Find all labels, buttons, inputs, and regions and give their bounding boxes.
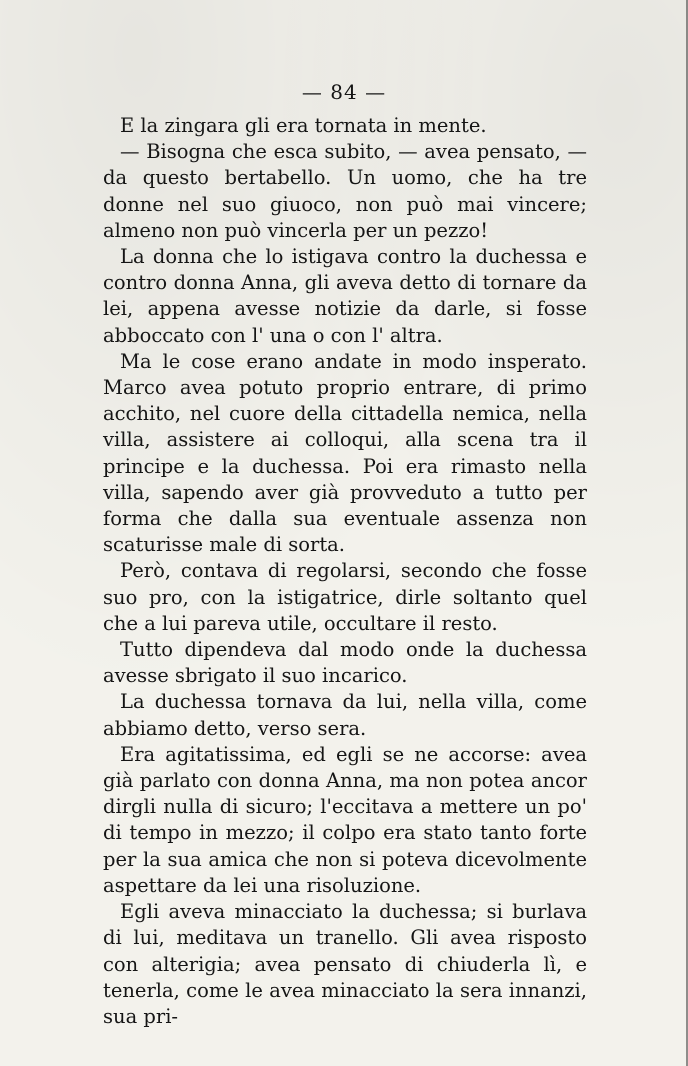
body-text bbox=[103, 113, 587, 1030]
paragraph: Ma le cose erano andate in modo insperato. Marco avea potuto proprio entrare, di primo acchito, nel cuore della cittadella nemica, nella villa, assistere ai colloqui, alla scena tra il principe e la duchessa. Poi era rimasto nella villa, sapendo aver già provveduto a tutto per forma che dalla sua eventuale assenza non scaturisse male di sorta. bbox=[103, 349, 587, 557]
paragraph: — Bisogna che esca subito, — avea pensato, — da questo bertabello. Un uomo, che ha tre donne nel suo giuoco, non può mai vincere; almeno non può vincerla per un pezzo! bbox=[103, 140, 587, 242]
paragraph: Era agitatissima, ed egli se ne accorse: avea già parlato con donna Anna, ma non potea ancor dirgli nulla di sicuro; l'eccitava a mettere un po' di tempo in mezzo; il colpo era stato tanto forte per la sua amica che non si poteva dicevolmente aspettare da lei una risoluzione. bbox=[103, 742, 587, 897]
paragraph: Però, contava di regolarsi, secondo che fosse suo pro, con la istigatrice, dirle soltanto quel che a lui pareva utile, occultare il resto. bbox=[103, 559, 587, 635]
paragraph: Egli aveva minacciato la duchessa; si burlava di lui, meditava un tranello. Gli avea risposto con alterigia; avea pensato di chiuderla lì, e tenerla, come le avea minacciato la sera innanzi, sua pri- bbox=[103, 900, 587, 1028]
paragraph: La donna che lo istigava contro la duchessa e contro donna Anna, gli aveva detto di tornare da lei, appena avesse notizie da darle, si fosse abboccato con l' una o con l' altra. bbox=[103, 245, 587, 347]
paragraph: Tutto dipendeva dal modo onde la duchessa avesse sbrigato il suo incarico. bbox=[103, 638, 587, 688]
page-number: — 84 — bbox=[301, 80, 387, 104]
paragraph: E la zingara gli era tornata in mente. bbox=[120, 114, 487, 137]
page-edge bbox=[674, 0, 688, 1066]
paragraph: La duchessa tornava da lui, nella villa, come abbiamo detto, verso sera. bbox=[103, 690, 587, 740]
